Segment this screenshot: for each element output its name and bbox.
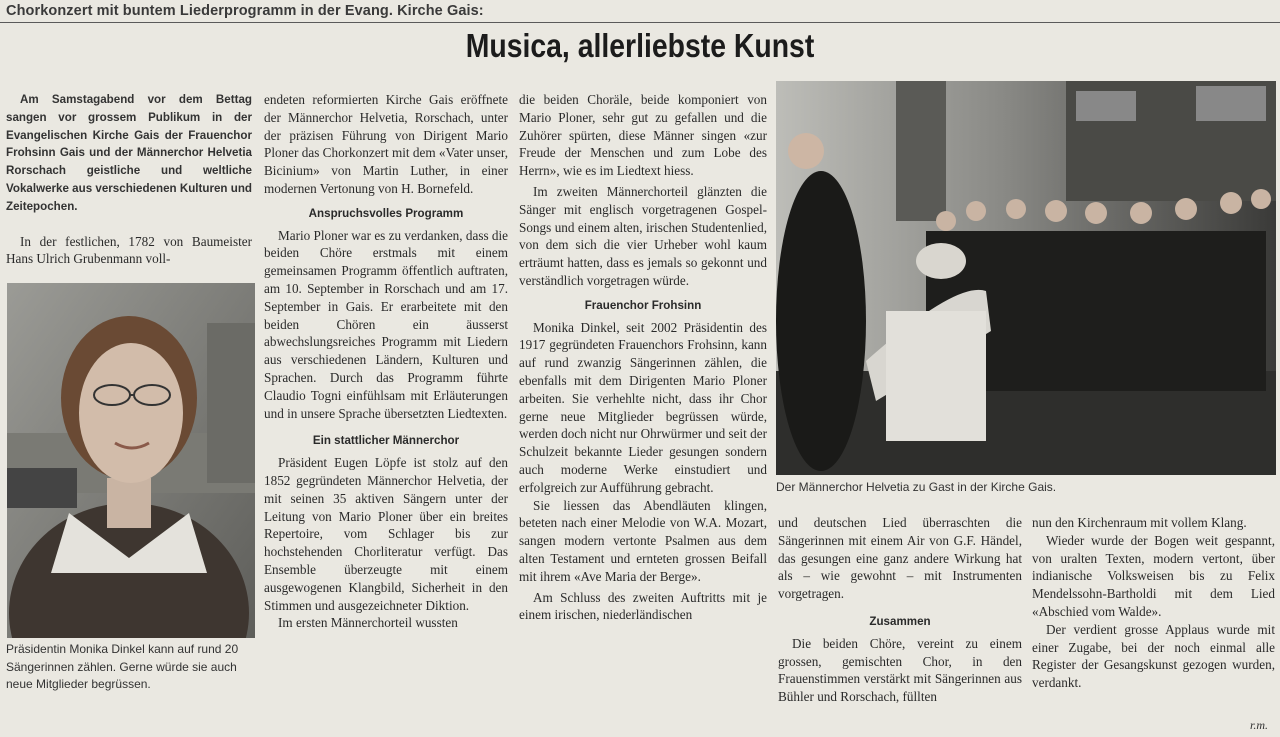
subhead-programm: Anspruchsvolles Programm: [308, 206, 464, 220]
portrait-photo: [7, 283, 255, 638]
column-5: [1032, 514, 1275, 692]
column-4: [778, 514, 1022, 706]
portrait-image: [7, 283, 255, 638]
col2-paragraph-2: Mario Ploner war es zu verdanken, dass die beiden Chöre erstmals mit einem gemeinsamen Programm öffentlich auftraten, am 10. September in Rorschach und am 17. September in Gais. Er erarbeitete mit den beiden Chören ein äusserst abwechslungsreiches Programm mit Liedern aus verschiedenen Ländern, Kulturen und Sprachen. Durch das Programm führte Claudio Togni einfühlsam mit Erläuterungen und in unsere Sprache übersetzten Liedtexten.: [264, 227, 508, 421]
col2-paragraph-4: Im ersten Männerchorteil wussten: [278, 615, 458, 631]
col3-paragraph-5: Am Schluss des zweiten Auftritts mit je einem irischen, niederländischen: [519, 589, 767, 623]
kicker-line: Chorkonzert mit buntem Liederprogramm in der Evang. Kirche Gais:: [6, 3, 484, 19]
column-1: [6, 91, 252, 268]
column-3: [519, 91, 767, 624]
col5-paragraph-2: Wieder wurde der Bogen weit gespannt, von uralten Texten, modern vertont, über indianische Volksweisen bis zu Felix Mendelssohn-Bartholdi mit dem Lied «Abschied vom Walde».: [1032, 532, 1275, 619]
col3-paragraph-2: Im zweiten Männerchorteil glänzten die Sänger mit englisch vorgetragenen Gospel-Songs und einem alten, irischen Studentenlied, von dem sich die vier Urheber wohl kaum erträumt hatten, dass es jemals so gekonnt und verständlich vorgetragen würde.: [519, 183, 767, 288]
col4-paragraph-1: und deutschen Lied überraschten die Sängerinnen mit einem Air von G.F. Händel, das gesungen eine ganz andere Wirkung hat als – wie gewohnt – mit Instrumenten vorgetragen.: [778, 515, 1022, 602]
intro-paragraph: In der festlichen, 1782 von Baumeister Hans Ulrich Grubenmann voll-: [6, 233, 252, 267]
author-signoff: r.m.: [1250, 718, 1269, 732]
col3-paragraph-1: die beiden Choräle, beide komponiert von Mario Ploner, sehr gut zu gefallen und die Zuhörer spürten, diese Männer singen «zur Freude der Menschen und zum Lobe des Herrn», wie es im Liedtext hiess.: [519, 92, 767, 179]
col5-paragraph-1: nun den Kirchenraum mit vollem Klang.: [1032, 515, 1247, 530]
col4-paragraph-2: Die beiden Chöre, vereint zu einem grossen, gemischten Chor, in den Frauenstimmen verstärkt mit Sängerinnen aus Bühler und Rorschach, füllten: [778, 635, 1022, 705]
portrait-caption: Präsidentin Monika Dinkel kann auf rund 20 Sängerinnen zählen. Gerne würde sie auch neue Mitglieder begrüssen.: [6, 642, 239, 692]
lead-paragraph: Am Samstagabend vor dem Bettag sangen vor grossem Publikum in der Evangelischen Kirche Gais der Frauenchor Frohsinn Gais und der Männerchor Helvetia Rorschach geistliche und weltliche Vokalwerke aus verschiedenen Kulturen und Zeitepochen.: [6, 93, 252, 213]
column-2: [264, 91, 508, 632]
choir-caption: Der Männerchor Helvetia zu Gast in der Kirche Gais.: [776, 480, 1057, 494]
headline: Musica, allerliebste Kunst: [465, 27, 815, 64]
col3-paragraph-3: Monika Dinkel, seit 2002 Präsidentin des 1917 gegründeten Frauenchors Frohsinn, kann auf rund zwanzig Sängerinnen zählen, die ebenfalls mit dem Dirigenten Mario Ploner arbeiten. Sie verhehlte nicht, dass ihr Chor gerne neue Mitglieder begrüssen würde, werden doch nicht nur Ohrwürmer und seit der Schulzeit bekannte Lieder gesungen sondern auch moderne Werke einstudiert und erfolgreich zur Aufführung gebracht.: [519, 319, 767, 495]
col5-paragraph-3: Der verdient grosse Applaus wurde mit einer Zugabe, bei der noch einmal alle Register der Gesangskunst gezogen wurden, verdankt.: [1032, 621, 1275, 691]
col2-paragraph-3: Präsident Eugen Löpfe ist stolz auf den 1852 gegründeten Männerchor Helvetia, der mit seinen 35 aktiven Sängern unter der Leitung von Mario Ploner über ein breites Repertoire, vom Schlager bis zur hochstehenden Chorliteratur verfügt. Das Ensemble überzeugte mit einem ausgewogenen Klangbild, Sicherheit in den Stimmen und ausgezeichneter Diktion.: [264, 455, 508, 613]
subhead-maennerchor: Ein stattlicher Männerchor: [312, 434, 460, 448]
col2-paragraph-1: endeten reformierten Kirche Gais eröffnete der Männerchor Helvetia, Rorschach, unter der präzisen Führung von Dirigent Mario Ploner das Chorkonzert mit dem «Vater unser, Bicinium» von Martin Luther, in einer modernen Vertonung von H. Bornefeld.: [264, 92, 508, 196]
choir-photo: [776, 81, 1276, 475]
header-rule: [0, 22, 1280, 23]
choir-image: [776, 81, 1276, 475]
subhead-frauenchor: Frauenchor Frohsinn: [584, 298, 702, 312]
subhead-zusammen: Zusammen: [869, 614, 931, 628]
col3-paragraph-4: Sie liessen das Abendläuten klingen, beteten nach einer Melodie von W.A. Mozart, sangen modern vertonte Psalmen aus dem alten Testament und ernteten grossen Beifall mit ihrem «Ave Maria der Berge».: [519, 497, 767, 584]
